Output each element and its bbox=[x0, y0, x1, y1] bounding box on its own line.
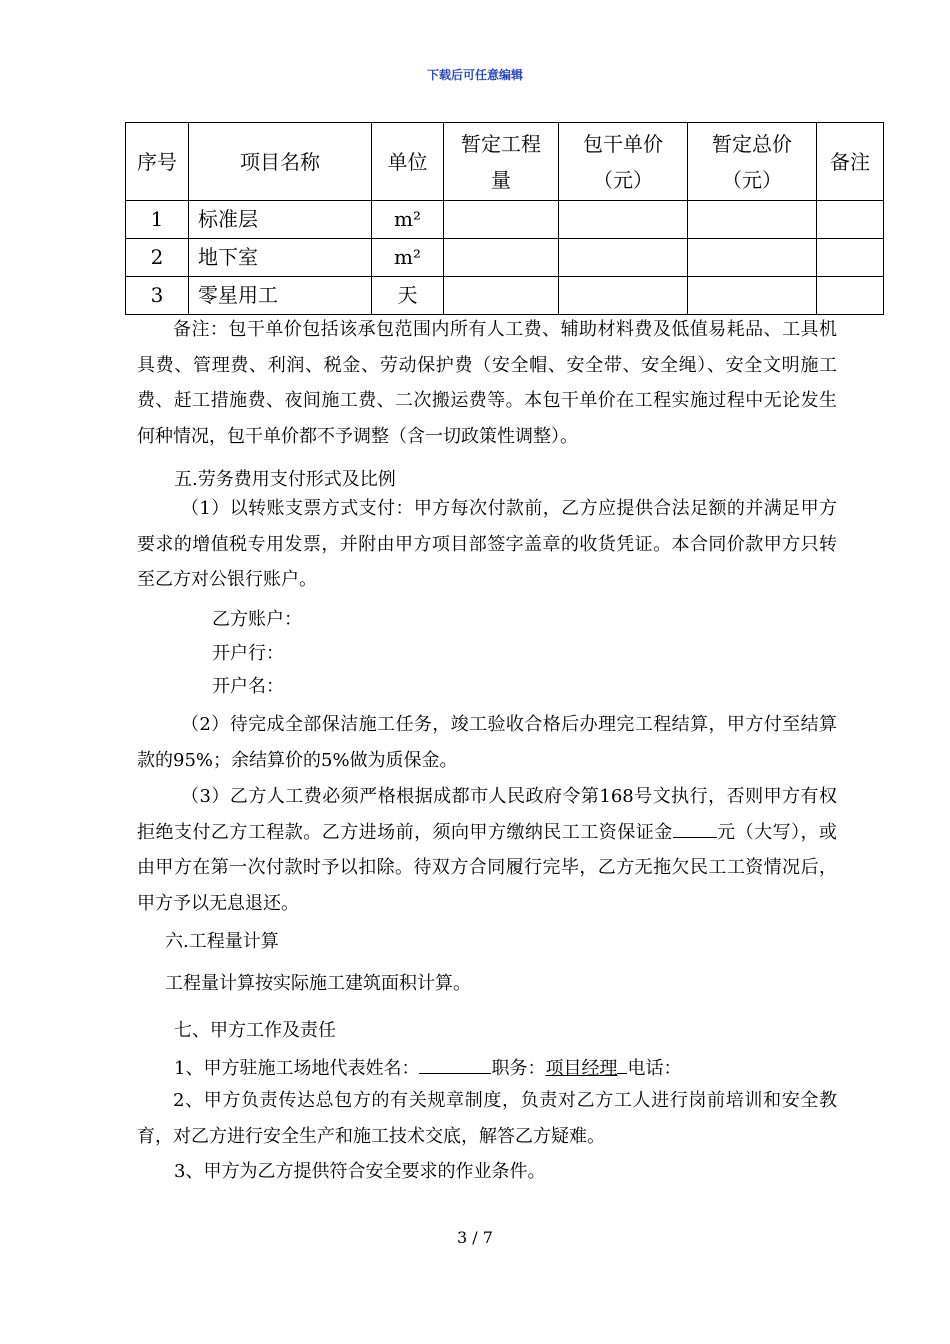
cell-unit: m² bbox=[372, 239, 444, 277]
header-seq: 序号 bbox=[126, 123, 189, 201]
section5-item2: （2）待完成全部保洁施工任务，竣工验收合格后办理完工程结算，甲方付至结算款的95%；余结算价的5%做为质保金。 bbox=[137, 714, 837, 771]
header-unit-price: 包干单价 （元） bbox=[559, 123, 688, 201]
item3-text-a: （3）乙方人工费必须严格根据成都市人民政府令第168号文执行，否则甲方有权拒绝支付乙方工程款。乙方进场前，须向甲方缴纳民工工资保证金 bbox=[137, 786, 837, 843]
cell-note bbox=[817, 277, 884, 315]
section5-item3 bbox=[137, 779, 837, 921]
cell-unit-price bbox=[559, 239, 688, 277]
remark-paragraph: 备注：包干单价包括该承包范围内所有人工费、辅助材料费及低值易耗品、工具机具费、管理费、利润、税金、劳动保护费（安全帽、安全带、安全绳）、安全文明施工费、赶工措施费、夜间施工费、二次搬运费等。本包干单价在工程实施过程中无论发生何种情况，包干单价都不予调整（含一切政策性调整）。 bbox=[137, 319, 837, 447]
header-note: 下载后可任意编辑 bbox=[426, 68, 523, 82]
header-quantity: 暂定工程 量 bbox=[444, 123, 559, 201]
cell-seq: 1 bbox=[126, 201, 189, 239]
section7-item1: 1、甲方驻施工场地代表姓名： 职务：项目经理 电话： bbox=[174, 1055, 681, 1081]
account-label: 乙方账户： bbox=[212, 609, 302, 630]
deposit-amount-field bbox=[673, 819, 717, 838]
cell-unit-price bbox=[559, 201, 688, 239]
cell-note bbox=[817, 239, 884, 277]
table-row bbox=[126, 201, 884, 239]
representative-name-field bbox=[419, 1055, 491, 1074]
section6-text: 工程量计算按实际施工建筑面积计算。 bbox=[165, 973, 471, 994]
section5-item1: （1）以转账支票方式支付：甲方每次付款前，乙方应提供合法足额的并满足甲方要求的增值税专用发票，并附由甲方项目部签字盖章的收货凭证。本合同价款甲方只转至乙方对公银行账户。 bbox=[137, 498, 837, 590]
header-note: 备注 bbox=[817, 123, 884, 201]
position-value: 项目经理 bbox=[545, 1058, 618, 1079]
cell-unit: m² bbox=[372, 201, 444, 239]
cell-seq: 3 bbox=[126, 277, 189, 315]
header-name: 项目名称 bbox=[189, 123, 372, 201]
cell-total-price bbox=[688, 239, 817, 277]
section6-title: 六.工程量计算 bbox=[165, 931, 279, 952]
cell-quantity bbox=[444, 239, 559, 277]
fee-table bbox=[125, 122, 884, 315]
item3-text-b: 元（大写），或由甲方在第一次付款时予以扣除。待双方合同履行完毕，乙方无拖欠民工工资情况后，甲方予以无息退还。 bbox=[137, 821, 838, 914]
header-total-price: 暂定总价 （元） bbox=[688, 123, 817, 201]
page-number: 3 / 7 bbox=[457, 1228, 493, 1247]
cell-name: 地下室 bbox=[189, 239, 372, 277]
cell-note bbox=[817, 201, 884, 239]
header-unit: 单位 bbox=[372, 123, 444, 201]
cell-seq: 2 bbox=[126, 239, 189, 277]
table-row bbox=[126, 239, 884, 277]
section7-item2: 2、甲方负责传达总包方的有关规章制度，负责对乙方工人进行岗前培训和安全教育，对乙方进行安全生产和施工技术交底，解答乙方疑难。 bbox=[137, 1090, 837, 1147]
table-row bbox=[126, 277, 884, 315]
section7-title: 七、甲方工作及责任 bbox=[174, 1020, 336, 1041]
cell-unit-price bbox=[559, 277, 688, 315]
cell-total-price bbox=[688, 201, 817, 239]
cell-name: 标准层 bbox=[189, 201, 372, 239]
cell-name: 零星用工 bbox=[189, 277, 372, 315]
section7-item3: 3、甲方为乙方提供符合安全要求的作业条件。 bbox=[174, 1161, 546, 1182]
cell-total-price bbox=[688, 277, 817, 315]
bank-label: 开户行： bbox=[212, 643, 284, 664]
section5-title: 五.劳务费用支付形式及比例 bbox=[174, 469, 396, 490]
cell-quantity bbox=[444, 277, 559, 315]
table-header-row bbox=[126, 123, 884, 201]
account-name-label: 开户名： bbox=[212, 676, 284, 697]
cell-quantity bbox=[444, 201, 559, 239]
cell-unit: 天 bbox=[372, 277, 444, 315]
